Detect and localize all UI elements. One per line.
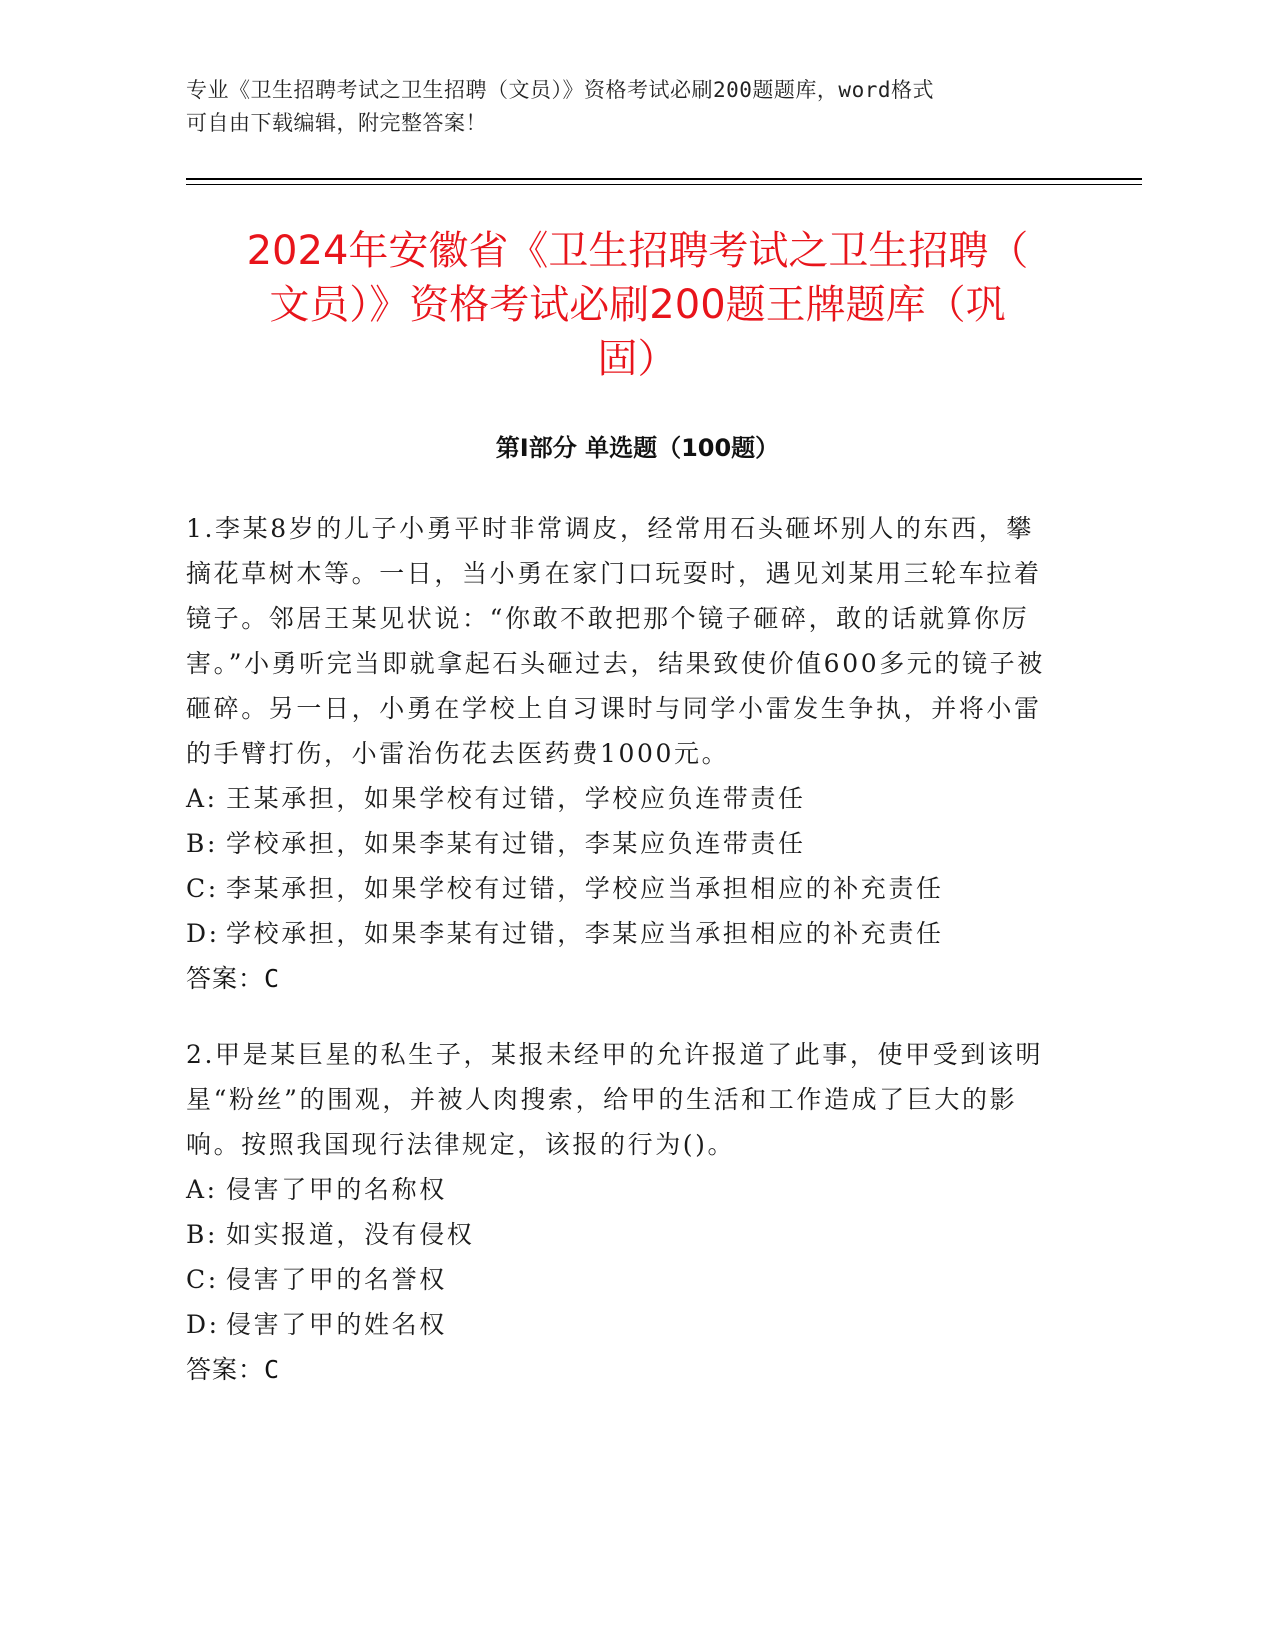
option-letter: C:: [186, 874, 219, 903]
answer-line: [186, 1347, 1056, 1392]
answer-label: 答案：: [186, 1355, 265, 1384]
option-letter: C:: [186, 1265, 219, 1294]
option-a: [186, 1167, 1056, 1212]
header-divider-thick: [186, 178, 1142, 180]
option-text: 学校承担，如果李某有过错，李某应当承担相应的补充责任: [226, 919, 944, 948]
option-letter: A:: [186, 1175, 218, 1204]
option-text: 李某承担，如果学校有过错，学校应当承担相应的补充责任: [226, 874, 944, 903]
document-title-line-2: 文员）》资格考试必刷200题王牌题库（巩: [269, 282, 1006, 328]
document-title-line-1: 2024年安徽省《卫生招聘考试之卫生招聘（: [246, 228, 1029, 274]
option-d: [186, 1302, 1056, 1347]
option-text: 侵害了甲的名称权: [226, 1175, 447, 1204]
option-letter: D:: [186, 1310, 220, 1339]
answer-value: C: [264, 964, 281, 993]
question-1: [186, 506, 1056, 1001]
option-c: [186, 866, 1056, 911]
header-note-line-2: 可自由下载编辑，附完整答案！: [186, 111, 487, 135]
question-stem: 2.甲是某巨星的私生子，某报未经甲的允许报道了此事，使甲受到该明星“粉丝”的围观，并被人肉搜索，给甲的生活和工作造成了巨大的影响。按照我国现行法律规定，该报的行为()。: [186, 1040, 1044, 1159]
answer-label: 答案：: [186, 964, 265, 993]
option-list: [186, 1167, 1056, 1347]
answer-value: C: [264, 1355, 281, 1384]
option-letter: A:: [186, 784, 218, 813]
question-stem: 1.李某8岁的儿子小勇平时非常调皮，经常用石头砸坏别人的东西，攀摘花草树木等。一日，当小勇在家门口玩耍时，遇见刘某用三轮车拉着镜子。邻居王某见状说：“你敢不敢把那个镜子砸碎，敢的话就算你厉害。”小勇听完当即就拿起石头砸过去，结果致使价值600多元的镜子被砸碎。另一日，小勇在学校上自习课时与同学小雷发生争执，并将小雷的手臂打伤，小雷治伤花去医药费1000元。: [186, 514, 1045, 768]
document-title-line-3: 固）: [597, 336, 678, 382]
option-text: 侵害了甲的姓名权: [226, 1310, 447, 1339]
header-note: [186, 74, 1086, 140]
option-letter: B:: [186, 1220, 218, 1249]
question-2: [186, 1032, 1056, 1392]
answer-line: [186, 956, 1056, 1001]
option-a: [186, 776, 1056, 821]
option-letter: B:: [186, 829, 218, 858]
option-list: [186, 776, 1056, 956]
option-c: [186, 1257, 1056, 1302]
option-text: 王某承担，如果学校有过错，学校应负连带责任: [226, 784, 806, 813]
option-text: 侵害了甲的名誉权: [226, 1265, 447, 1294]
header-divider-thin: [186, 184, 1142, 185]
document-title: [150, 224, 1125, 386]
option-letter: D:: [186, 919, 220, 948]
option-b: [186, 1212, 1056, 1257]
option-text: 如实报道，没有侵权: [226, 1220, 475, 1249]
section-heading: 第Ⅰ部分 单选题（100题）: [495, 434, 780, 462]
option-d: [186, 911, 1056, 956]
header-note-line-1: 专业《卫生招聘考试之卫生招聘（文员）》资格考试必刷200题题库，word格式: [186, 78, 934, 102]
option-b: [186, 821, 1056, 866]
option-text: 学校承担，如果李某有过错，李某应负连带责任: [226, 829, 806, 858]
